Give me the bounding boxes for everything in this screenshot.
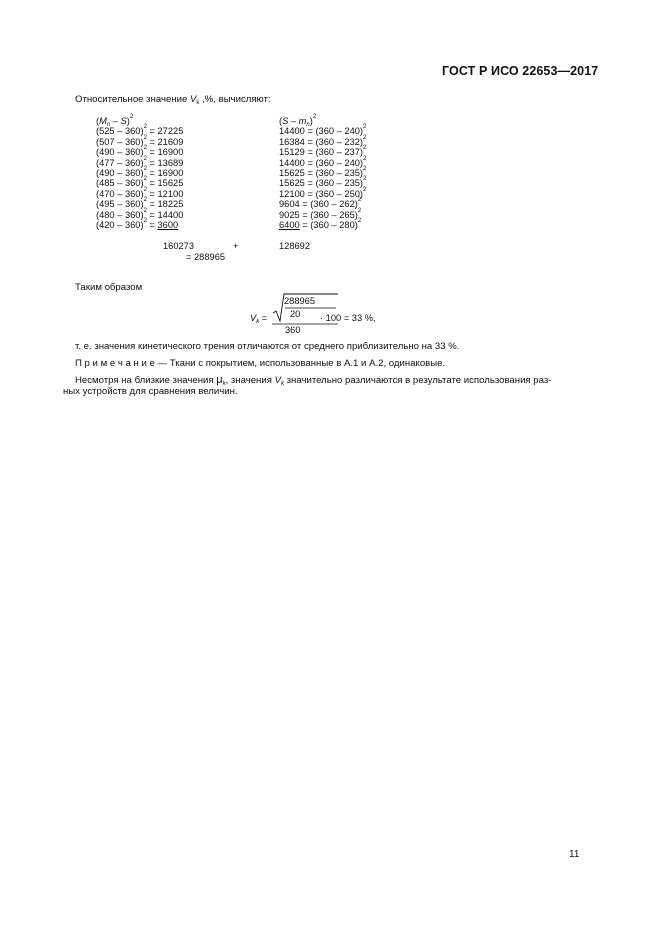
left-calc-row: (485 – 360)$^2$ = 15625 [96,176,184,189]
document-header: ГОСТ Р ИСО 22653—2017 [442,64,599,78]
formula-inner-denominator: 20 [290,309,301,319]
vk-formula [250,293,380,335]
right-calc-row: 16384 = (360 – 232)$^2$ [279,134,367,147]
right-column-header: $(S - m_n)^2$ [279,114,317,128]
right-calculation-column [279,116,366,230]
right-calc-row: 14400 = (360 – 240)$^2$ [279,124,367,137]
paragraph-line-2: ных устройств для сравнения величин. [63,386,238,397]
formula-outer-denominator: 360 [285,325,301,335]
left-calc-row: (525 – 360)$^2$ = 27225 [96,124,184,137]
right-calc-row: 6400 = (360 – 280)$^2$ [279,217,362,230]
thus-label: Таким образом [75,282,143,293]
note-label: П р и м е ч а н и е [75,358,155,369]
left-calculation-column [96,116,183,230]
right-calc-row: 15129 = (360 – 237)$^2$ [279,145,367,158]
grand-total: = 288965 [186,252,226,262]
left-calc-row: (470 – 360)$^2$ = 12100 [96,186,184,199]
right-calc-row: 15625 = (360 – 235)$^2$ [279,165,367,178]
left-calc-row: (507 – 360)$^2$ = 21609 [96,134,184,147]
right-calc-row: 9025 = (360 – 265)$^2$ [279,207,362,220]
right-sum: 128692 [279,241,311,251]
left-column-header: $(M_n - S)^2$ [96,114,134,128]
page-number: 11 [569,849,580,860]
intro-line: Относительное значение $V_k$ ,%, вычисляют: [75,94,271,106]
right-calc-row: 14400 = (360 – 240)$^2$ [279,155,367,168]
formula-numerator: 288965 [284,296,316,306]
left-calc-row: (490 – 360)$^2$ = 16900 [96,145,184,158]
left-calc-row: (480 – 360)$^2$ = 14400 [96,207,184,220]
left-calc-row: (477 – 360)$^2$ = 13689 [96,155,184,168]
formula-lhs: $V_k$ = [250,313,268,325]
plus-sign: + [233,241,239,251]
formula-rhs: · 100 = 33 %, [320,313,376,323]
fraction-bar [272,323,338,325]
right-calc-row: 12100 = (360 – 250)$^2$ [279,186,367,199]
left-calc-row: (490 – 360)$^2$ = 16900 [96,165,184,178]
left-calc-row: (420 – 360)$^2$ = 3600 [96,217,179,230]
right-calc-row: 15625 = (360 – 235)$^2$ [279,176,367,189]
right-calc-row: 9604 = (360 – 262)$^2$ [279,197,362,210]
left-sum: 160273 [163,241,195,251]
note-text: — Ткани с покрытием, использованные в А.1 и А.2, одинаковые. [154,358,446,369]
left-calc-row: (495 – 360)$^2$ = 18225 [96,197,184,210]
conclusion-text: т. е. значения кинетического трения отличаются от среднего приблизительно на 33 %. [75,341,460,352]
note [75,358,445,370]
paragraph-line-1: Несмотря на близкие значения $\mu_k$, значения $V_k$ значительно различаются в результате использования раз- [75,374,552,387]
